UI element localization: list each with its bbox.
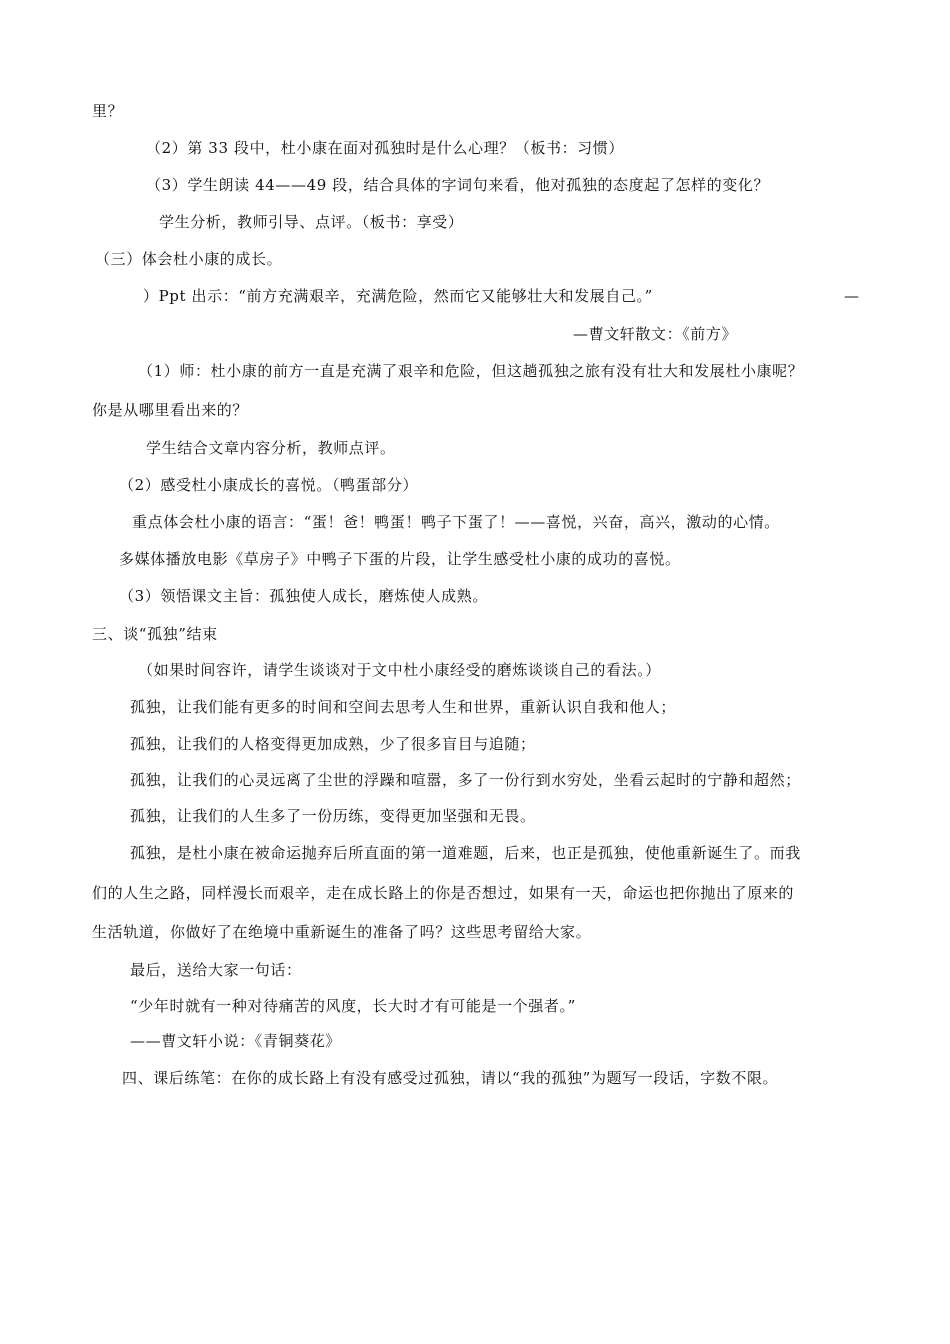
paragraph-line: 们的人生之路，同样漫长而艰辛，走在成长路上的你是否想过，如果有一天，命运也把你抛出了原来的 [92,884,795,902]
paragraph-line: 学生分析，教师引导、点评。（板书：享受） [159,213,464,231]
paragraph-line: 里？ [92,102,124,120]
paragraph-line: 孤独，让我们能有更多的时间和空间去思考人生和世界，重新认识自我和他人； [130,698,677,716]
paragraph-line: 孤独，让我们的心灵远离了尘世的浮躁和喧嚣，多了一份行到水穷处，坐看云起时的宁静和超然； [130,771,801,789]
attribution-line: ——曹文轩小说：《青铜葵花》 [130,1032,341,1050]
section-heading: （三）体会杜小康的成长。 [95,250,283,268]
dash-mark: — [844,287,859,305]
paragraph-line: （1）师：杜小康的前方一直是充满了艰辛和危险，但这趟孤独之旅有没有壮大和发展杜小康呢？ [138,362,804,380]
paragraph-line: 孤独，让我们的人格变得更加成熟，少了很多盲目与追随； [130,735,536,753]
paragraph-line: 孤独，让我们的人生多了一份历练，变得更加坚强和无畏。 [130,807,536,825]
paragraph-line: （3）学生朗读 44——49 段，结合具体的字词句来看，他对孤独的态度起了怎样的变化？ [146,176,770,194]
section-heading: 四、课后练笔：在你的成长路上有没有感受过孤独，请以“我的孤独”为题写一段话，字数不限。 [122,1069,779,1087]
paragraph-line: 孤独，是杜小康在被命运抛弃后所直面的第一道难题，后来，也正是孤独，使他重新诞生了。而我 [130,844,801,862]
paragraph-line: （3）领悟课文主旨：孤独使人成长，磨炼使人成熟。 [119,587,488,605]
paragraph-line: ）Ppt 出示：“前方充满艰辛，充满危险，然而它又能够壮大和发展自己。” [143,287,653,305]
paragraph-line: 最后，送给大家一句话： [130,961,302,979]
paragraph-line: （2）感受杜小康成长的喜悦。（鸭蛋部分） [119,476,419,494]
attribution-line: —曹文轩散文：《前方》 [573,325,738,343]
section-heading: 三、谈“孤独”结束 [92,625,218,643]
paragraph-line: 学生结合文章内容分析，教师点评。 [146,439,396,457]
paragraph-line: 多媒体播放电影《草房子》中鸭子下蛋的片段，让学生感受杜小康的成功的喜悦。 [119,550,681,568]
paragraph-line: （如果时间容许，请学生谈谈对于文中杜小康经受的磨炼谈谈自己的看法。） [138,661,661,679]
quote-line: “少年时就有一种对待痛苦的风度，长大时才有可能是一个强者。” [130,997,576,1015]
paragraph-line: 重点体会杜小康的语言：“蛋！爸！鸭蛋！鸭子下蛋了！——喜悦，兴奋，高兴，激动的心情。 [132,513,780,531]
paragraph-line: （2）第 33 段中，杜小康在面对孤独时是什么心理？（板书：习惯） [146,139,624,157]
paragraph-line: 你是从哪里看出来的？ [92,401,249,419]
paragraph-line: 生活轨道，你做好了在绝境中重新诞生的准备了吗？这些思考留给大家。 [92,923,592,941]
